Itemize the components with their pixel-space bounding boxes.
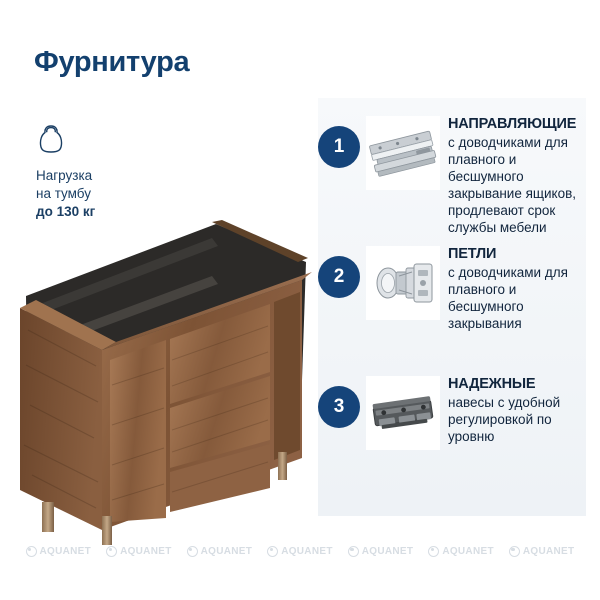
- load-line-1: Нагрузка: [36, 168, 93, 183]
- watermark-label: AQUANET: [522, 545, 575, 557]
- watermark-label: AQUANET: [361, 545, 414, 557]
- feature-body-3: навесы с удобной регулировкой по уровню: [448, 395, 561, 444]
- feature-badge-2: 2: [318, 256, 360, 298]
- watermark: [267, 546, 333, 557]
- watermark-label: AQUANET: [281, 545, 333, 557]
- watermark-label: AQUANET: [200, 545, 253, 557]
- bathroom-cabinet-illustration: [6, 200, 336, 545]
- aquanet-mark-icon: [428, 546, 439, 557]
- drawer-slide-icon: [366, 116, 440, 190]
- feature-body-1: с доводчиками для плавного и бесшумного закрывание ящиков, продлевают срок службы мебели: [448, 135, 577, 235]
- feature-heading-1: НАПРАВЛЯЮЩИЕ: [448, 116, 577, 132]
- watermark-strip: [0, 538, 600, 564]
- feature-body-2: с доводчиками для плавного и бесшумного закрывания: [448, 265, 568, 331]
- kettlebell-icon: [36, 122, 66, 156]
- features-panel: [318, 98, 586, 516]
- feature-item-2: [318, 244, 586, 332]
- watermark: [26, 546, 92, 557]
- feature-badge-1: 1: [318, 126, 360, 168]
- feature-text-3: [448, 374, 584, 445]
- page-title: Фурнитура: [34, 46, 190, 78]
- feature-item-3: [318, 374, 586, 450]
- aquanet-mark-icon: [106, 546, 117, 557]
- watermark-label: AQUANET: [39, 545, 92, 557]
- watermark: [106, 546, 172, 557]
- aquanet-mark-icon: [187, 546, 198, 557]
- load-line-2: на тумбу: [36, 186, 91, 201]
- feature-text-2: [448, 244, 584, 332]
- feature-badge-3: 3: [318, 386, 360, 428]
- aquanet-mark-icon: [348, 546, 359, 557]
- feature-text-1: [448, 114, 584, 236]
- watermark: [428, 546, 494, 557]
- aquanet-mark-icon: [509, 546, 520, 557]
- load-value: до 130 кг: [36, 204, 96, 219]
- feature-item-1: [318, 114, 586, 236]
- watermark: [187, 546, 253, 557]
- aquanet-mark-icon: [267, 546, 278, 557]
- watermark-label: AQUANET: [120, 545, 172, 557]
- watermark-label: AQUANET: [442, 545, 494, 557]
- cabinet-hinge-icon: [366, 246, 440, 320]
- feature-heading-2: ПЕТЛИ: [448, 246, 497, 262]
- watermark: [348, 546, 414, 557]
- wall-bracket-icon: [366, 376, 440, 450]
- watermark: [509, 546, 575, 557]
- feature-heading-3: НАДЕЖНЫЕ: [448, 376, 536, 392]
- aquanet-mark-icon: [26, 546, 37, 557]
